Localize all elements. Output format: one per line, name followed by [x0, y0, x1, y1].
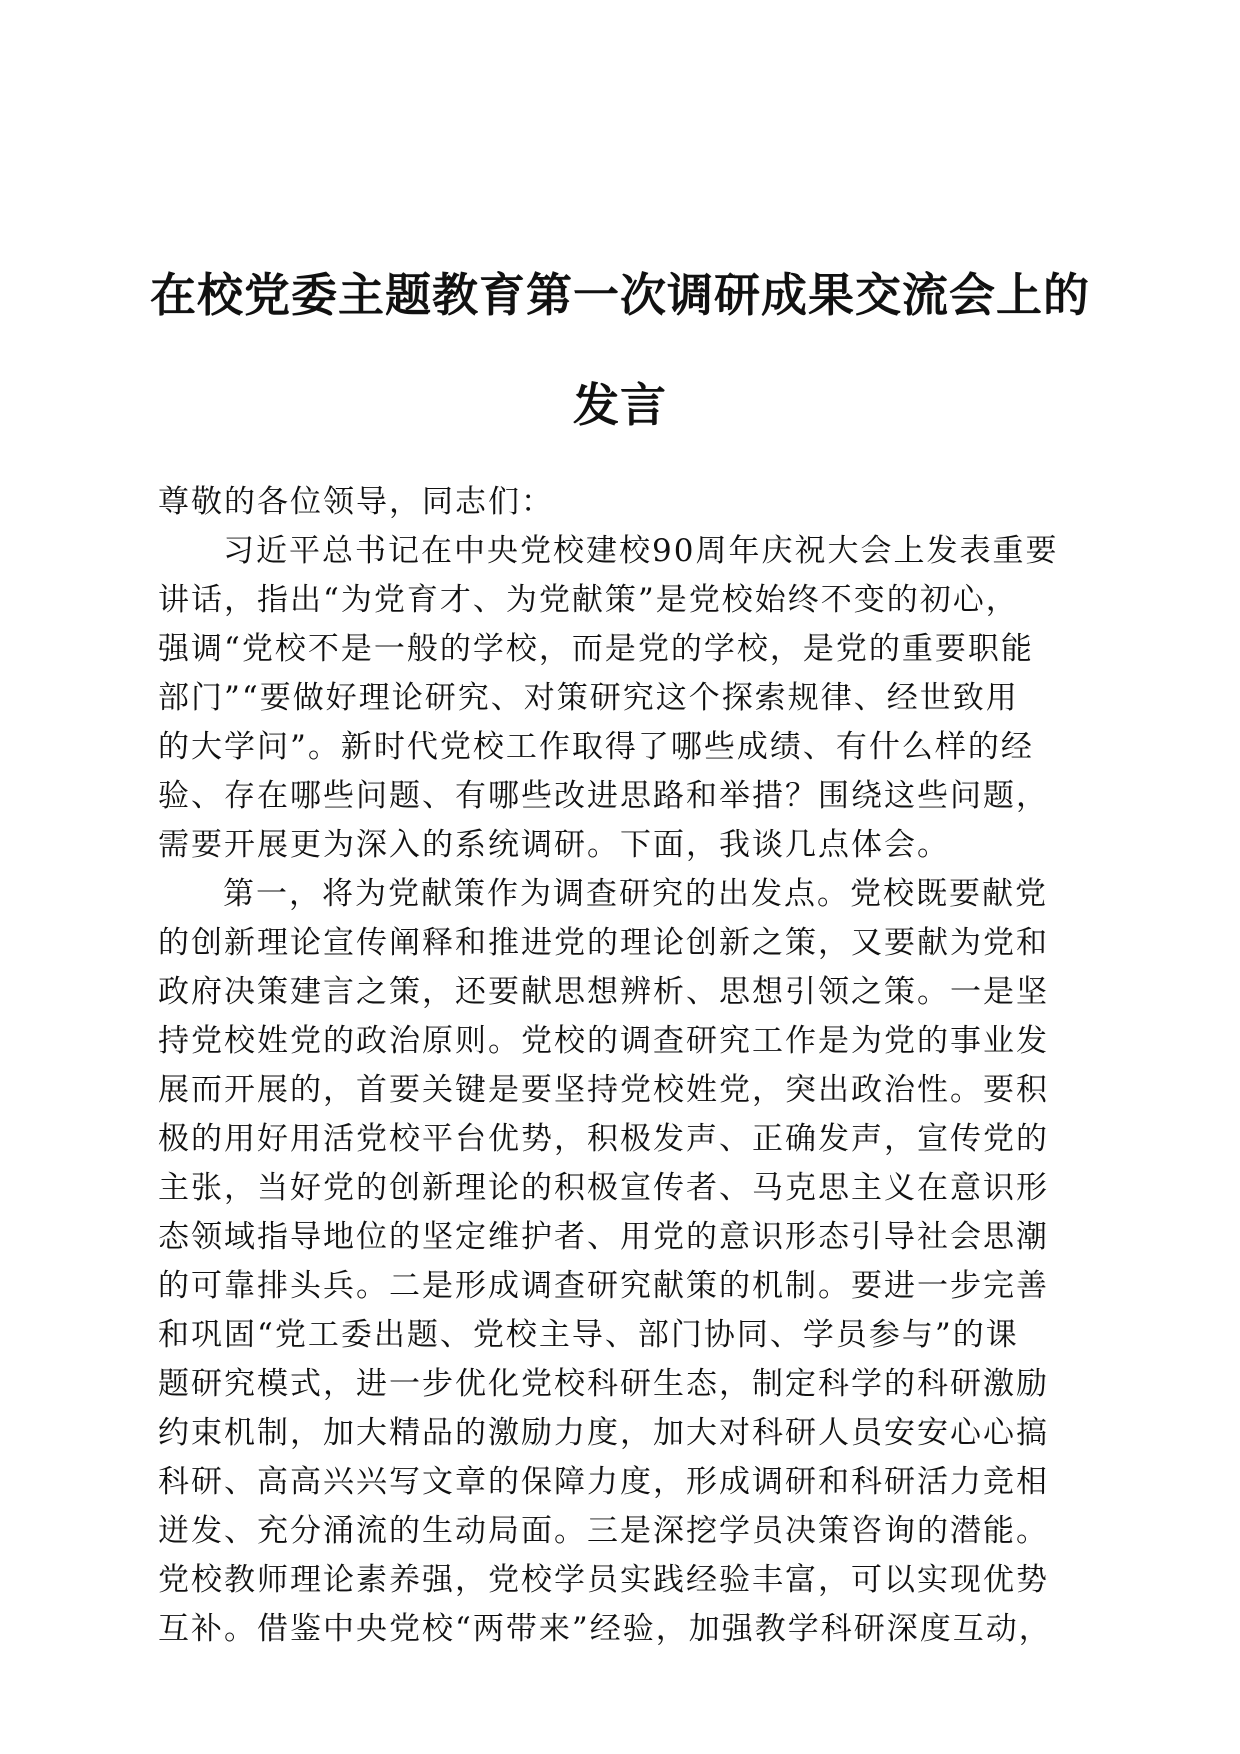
paragraph-line: 迸发、充分涌流的生动局面。三是深挖学员决策咨询的潜能。 — [158, 1513, 1049, 1549]
paragraph-line: 约束机制，加大精品的激励力度，加大对科研人员安安心心搞 — [158, 1415, 1049, 1451]
paragraph-line: 极的用好用活党校平台优势，积极发声、正确发声，宣传党的 — [158, 1121, 1049, 1157]
paragraph-2 — [158, 870, 1088, 1654]
paragraph-line: 讲话，指出“为党育才、为党献策”是党校始终不变的初心， — [158, 582, 1019, 618]
paragraph-line: 的大学问”。新时代党校工作取得了哪些成绩、有什么样的经 — [158, 729, 1034, 765]
paragraph-line: 和巩固“党工委出题、党校主导、部门协同、学员参与”的课 — [158, 1317, 1019, 1353]
paragraph-line: 第一，将为党献策作为调查研究的出发点。党校既要献党 — [223, 876, 1048, 912]
paragraph-line: 态领域指导地位的坚定维护者、用党的意识形态引导社会思潮 — [158, 1219, 1049, 1255]
paragraph-line: 的可靠排头兵。二是形成调查研究献策的机制。要进一步完善 — [158, 1268, 1049, 1304]
paragraph-line: 部门”“要做好理论研究、对策研究这个探索规律、经世致用 — [158, 680, 1019, 716]
paragraph-line: 习近平总书记在中央党校建校90周年庆祝大会上发表重要 — [223, 533, 1059, 569]
paragraph-line: 强调“党校不是一般的学校，而是党的学校，是党的重要职能 — [158, 631, 1034, 667]
paragraph-line: 题研究模式，进一步优化党校科研生态，制定科学的科研激励 — [158, 1366, 1049, 1402]
paragraph-line: 政府决策建言之策，还要献思想辨析、思想引领之策。一是坚 — [158, 974, 1049, 1010]
document-title — [140, 240, 1100, 460]
paragraph-line: 展而开展的，首要关键是要坚持党校姓党，突出政治性。要积 — [158, 1072, 1049, 1108]
title-line-1: 在校党委主题教育第一次调研成果交流会上的 — [150, 268, 1090, 322]
paragraph-line: 主张，当好党的创新理论的积极宣传者、马克思主义在意识形 — [158, 1170, 1049, 1206]
paragraph-line: 需要开展更为深入的系统调研。下面，我谈几点体会。 — [158, 827, 950, 863]
paragraph-line: 党校教师理论素养强，党校学员实践经验丰富，可以实现优势 — [158, 1562, 1049, 1598]
paragraph-line: 科研、高高兴兴写文章的保障力度，形成调研和科研活力竞相 — [158, 1464, 1049, 1500]
paragraph-line: 互补。借鉴中央党校“两带来”经验，加强教学科研深度互动， — [158, 1611, 1052, 1647]
title-line-2: 发言 — [573, 378, 667, 432]
document-body — [158, 478, 1088, 1654]
paragraph-line: 验、存在哪些问题、有哪些改进思路和举措？围绕这些问题， — [158, 778, 1049, 814]
salutation: 尊敬的各位领导，同志们： — [158, 484, 554, 520]
paragraph-line: 持党校姓党的政治原则。党校的调查研究工作是为党的事业发 — [158, 1023, 1049, 1059]
paragraph-line: 的创新理论宣传阐释和推进党的理论创新之策，又要献为党和 — [158, 925, 1049, 961]
paragraph-1 — [158, 527, 1088, 870]
